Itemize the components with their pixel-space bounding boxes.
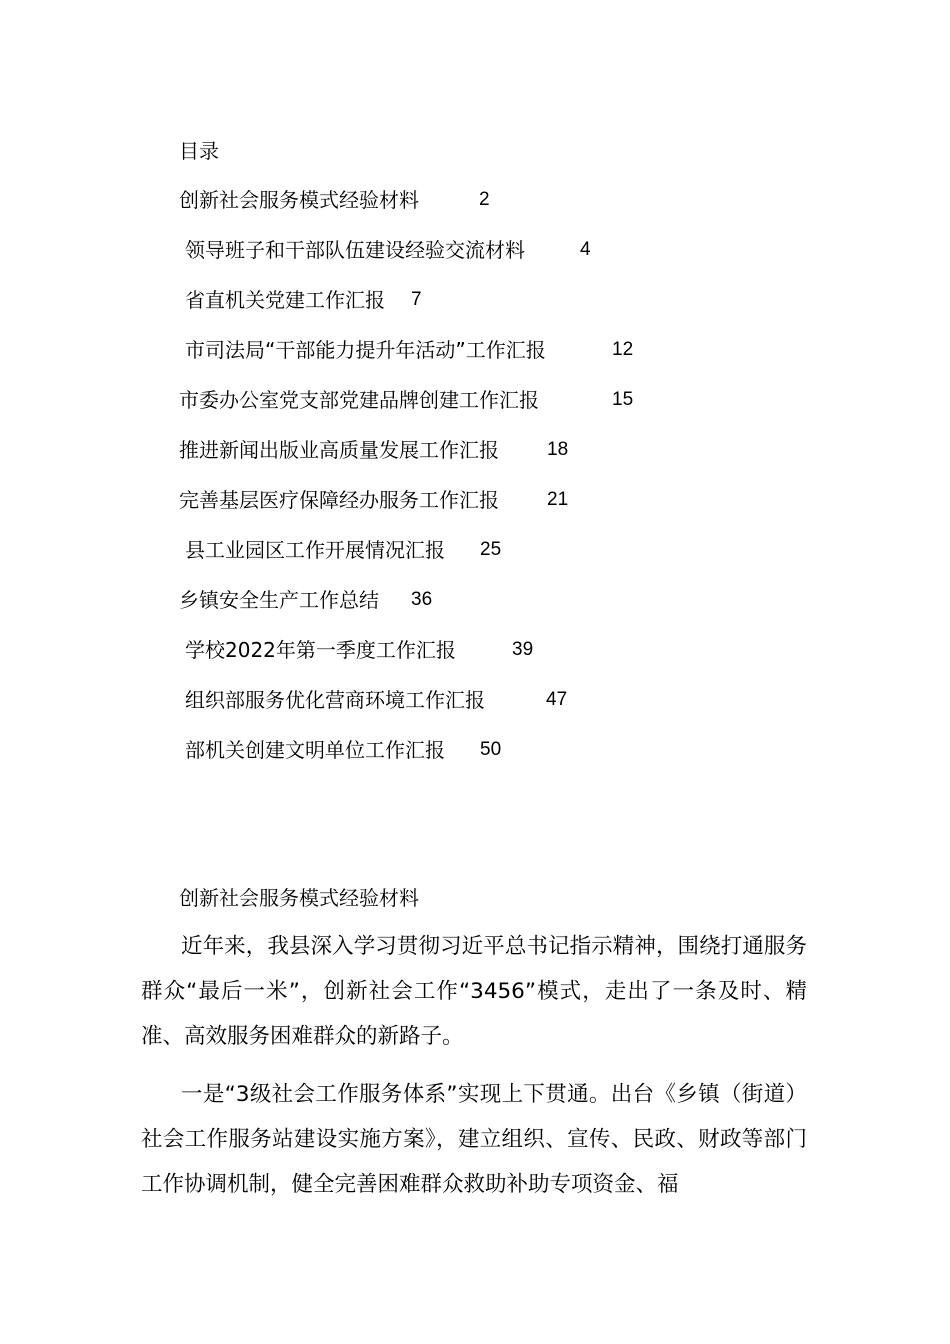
toc-entry-title: 推进新闻出版业高质量发展工作汇报 [179,438,499,462]
toc-entry-title: 完善基层医疗保障经办服务工作汇报 [179,488,499,512]
article-paragraph: 一是“3级社会工作服务体系”实现上下贯通。出台《乡镇（街道）社会工作服务站建设实施方案》，建立组织、宣传、民政、财政等部门工作协调机制，健全完善困难群众救助补助专项资金、福 [141,1082,807,1197]
toc-entry-page: 25 [480,539,502,560]
toc-entry-page: 47 [546,689,568,710]
toc-entry-page: 18 [547,439,569,460]
toc-entry-title: 创新社会服务模式经验材料 [179,188,419,212]
toc-entry-page: 4 [580,239,591,260]
toc-entry-page: 39 [512,639,534,660]
article-paragraph: 近年来，我县深入学习贯彻习近平总书记指示精神，围绕打通服务群众“最后一米”，创新社会工作“3456”模式，走出了一条及时、精准、高效服务困难群众的新路子。 [141,934,807,1049]
toc-entry-page: 7 [411,289,422,310]
toc-entry-title: 省直机关党建工作汇报 [185,288,385,312]
toc-entry-title: 学校2022年第一季度工作汇报 [185,638,456,662]
toc-entry-page: 15 [612,389,634,410]
toc-entry-title: 乡镇安全生产工作总结 [179,588,379,612]
toc-entry-title: 县工业园区工作开展情况汇报 [185,538,445,562]
toc-entry-page: 50 [480,739,502,760]
toc-entry-title: 市司法局“干部能力提升年活动”工作汇报 [185,338,546,362]
toc-entry-page: 12 [612,339,634,360]
toc-entry-page: 2 [479,189,490,210]
toc-heading: 目录 [179,139,219,163]
toc-entry-title: 组织部服务优化营商环境工作汇报 [185,688,485,712]
toc-entry-page: 36 [411,589,433,610]
toc-entry-title: 领导班子和干部队伍建设经验交流材料 [185,238,525,262]
toc-entry-title: 市委办公室党支部党建品牌创建工作汇报 [179,388,539,412]
toc-entry-title: 部机关创建文明单位工作汇报 [185,738,445,762]
toc-entry-page: 21 [547,489,569,510]
article-title: 创新社会服务模式经验材料 [179,886,419,910]
